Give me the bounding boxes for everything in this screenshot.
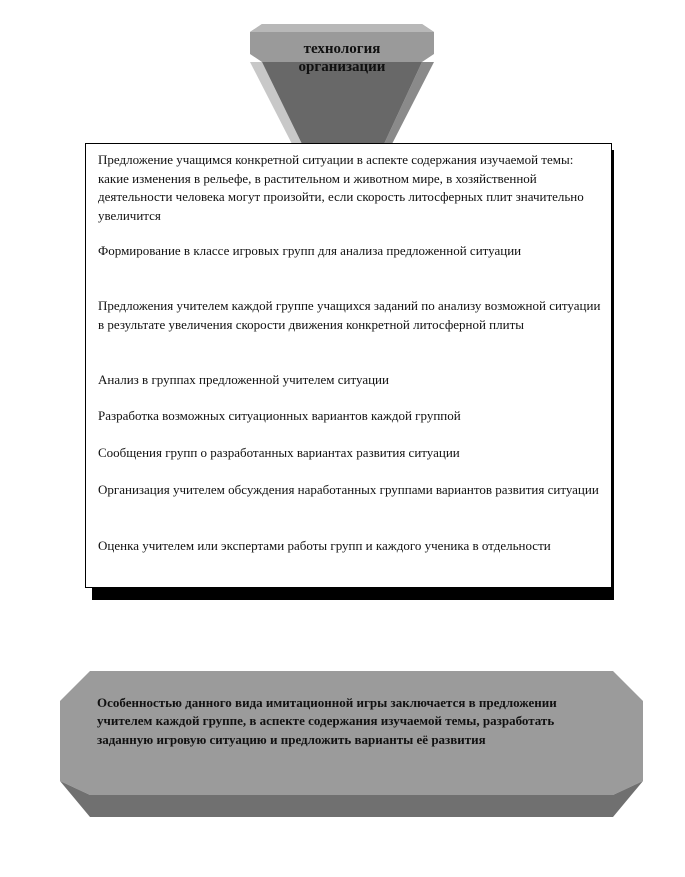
funnel-header xyxy=(238,24,446,144)
conclusion-octagon xyxy=(60,671,643,817)
funnel-title-line2: организации xyxy=(298,59,386,75)
step-4: Анализ в группах предложенной учителем ситуации xyxy=(98,372,389,387)
step-7: Организация учителем обсуждения наработанных группами вариантов развития ситуации xyxy=(98,482,599,497)
step-5: Разработка возможных ситуационных вариантов каждой группой xyxy=(98,408,461,423)
funnel-title xyxy=(238,40,446,76)
conclusion-text: Особенностью данного вида имитационной игры заключается в предложении учителем каждой группе, в аспекте содержания изучаемой темы, разработать заданную игровую ситуацию и предложить варианты её развития xyxy=(97,695,557,747)
step-1: Предложение учащимся конкретной ситуации в аспекте содержания изучаемой темы: какие изменения в рельефе, в растительном и животном мире, в хозяйственной деятельности человека могут произойти, если скорость литосферных плит значительно увеличится xyxy=(98,152,584,223)
funnel-title-line1: технология xyxy=(303,41,381,57)
step-8: Оценка учителем или экспертами работы групп и каждого ученика в отдельности xyxy=(98,538,551,553)
steps-box xyxy=(85,143,612,588)
step-3: Предложения учителем каждой группе учащихся заданий по анализу возможной ситуации в результате увеличения скорости движения конкретной литосферной плиты xyxy=(98,298,601,332)
step-6: Сообщения групп о разработанных вариантах развития ситуации xyxy=(98,445,460,460)
step-2: Формирование в классе игровых групп для анализа предложенной ситуации xyxy=(98,243,522,258)
